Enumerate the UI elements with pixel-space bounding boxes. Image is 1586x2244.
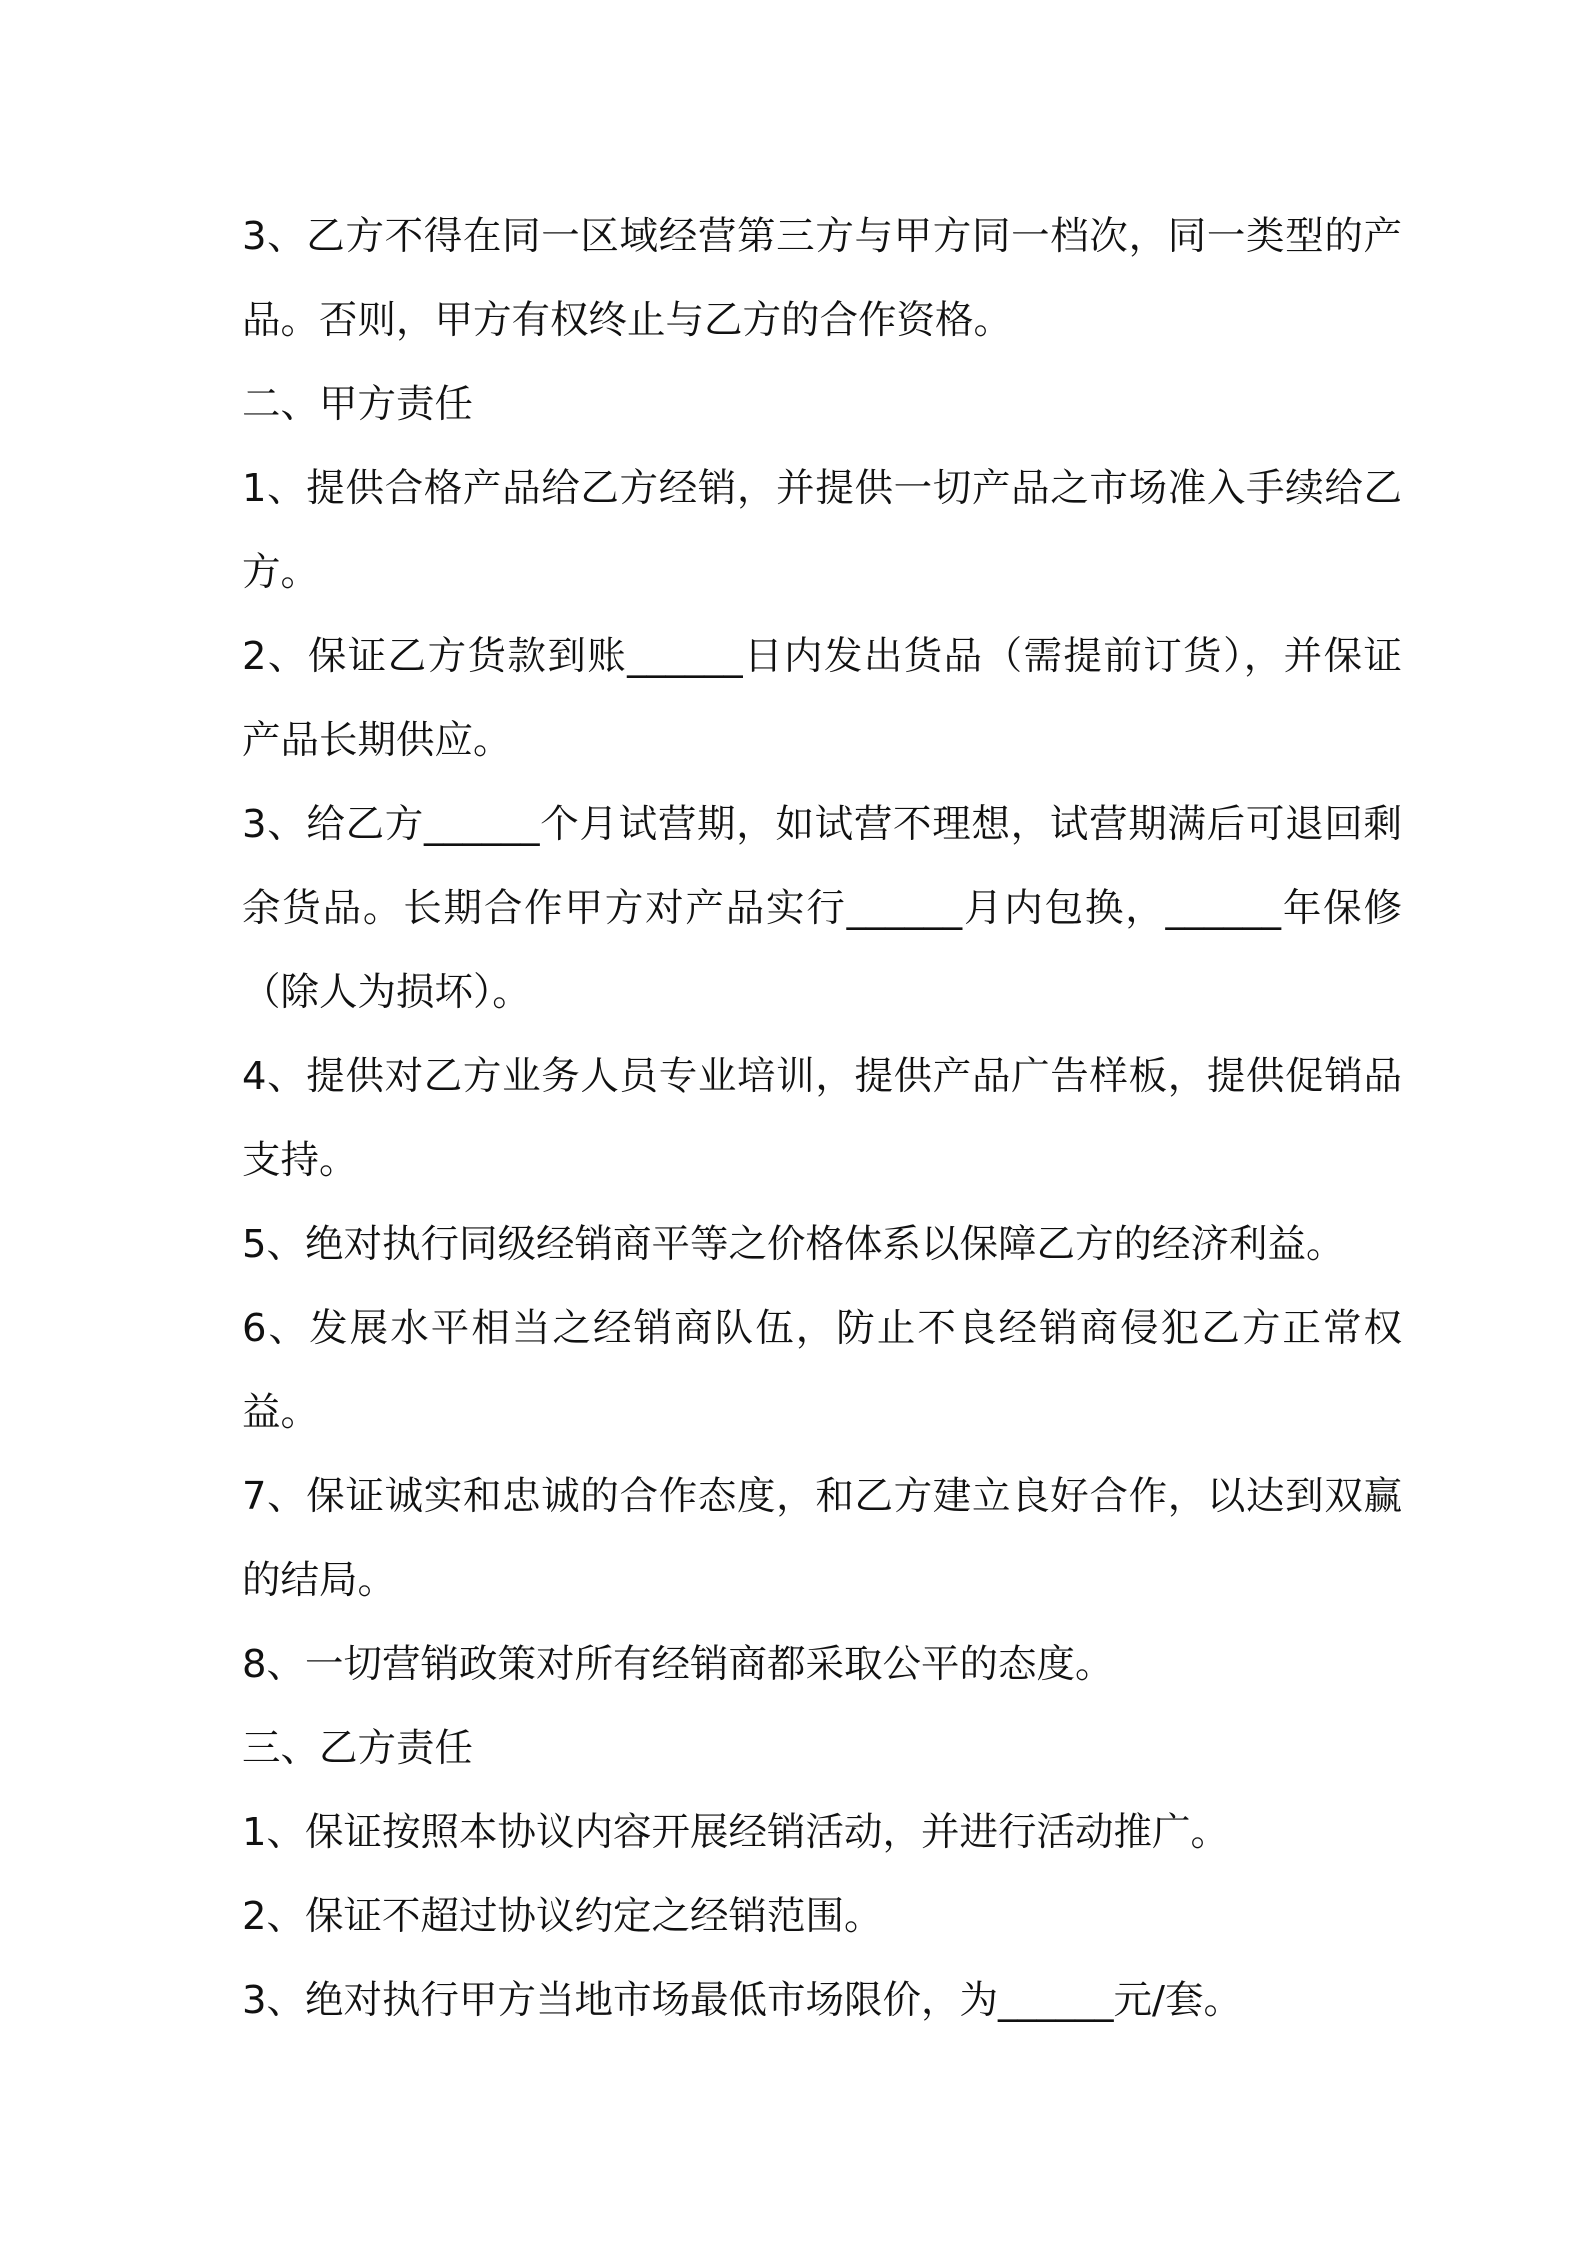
clause-a3-exclusivity: 3、乙方不得在同一区域经营第三方与甲方同一档次，同一类型的产品。否则，甲方有权终止与乙方的合作资格。 <box>242 214 1402 343</box>
clause-b4-training: 4、提供对乙方业务人员专业培训，提供产品广告样板，提供促销品支持。 <box>242 1054 1402 1183</box>
clause-b6-dealer-network: 6、发展水平相当之经销商队伍，防止不良经销商侵犯乙方正常权益。 <box>242 1306 1402 1435</box>
clause-c3-min-price: 3、绝对执行甲方当地市场最低市场限价，为______元/套。 <box>242 1978 1242 2023</box>
document-body <box>242 195 1402 2043</box>
clause-c2-scope: 2、保证不超过协议约定之经销范围。 <box>242 1894 883 1939</box>
clause-c1-activities: 1、保证按照本协议内容开展经销活动，并进行活动推广。 <box>242 1810 1229 1855</box>
clause-b7-cooperation: 7、保证诚实和忠诚的合作态度，和乙方建立良好合作，以达到双赢的结局。 <box>242 1474 1402 1603</box>
clause-b1-qualified-products: 1、提供合格产品给乙方经销，并提供一切产品之市场准入手续给乙方。 <box>242 466 1402 595</box>
clause-b2-delivery: 2、保证乙方货款到账______日内发出货品（需提前订货），并保证产品长期供应。 <box>242 634 1402 763</box>
clause-b8-fair-policy: 8、一切营销政策对所有经销商都采取公平的态度。 <box>242 1642 1114 1687</box>
section-heading-party-a: 二、甲方责任 <box>242 382 474 427</box>
clause-b3-trial-period: 3、给乙方______个月试营期，如试营不理想，试营期满后可退回剩余货品。长期合作甲方对产品实行______月内包换，______年保修（除人为损坏）。 <box>242 802 1402 1015</box>
clause-b5-pricing: 5、绝对执行同级经销商平等之价格体系以保障乙方的经济利益。 <box>242 1222 1345 1267</box>
section-heading-party-b: 三、乙方责任 <box>242 1726 474 1771</box>
